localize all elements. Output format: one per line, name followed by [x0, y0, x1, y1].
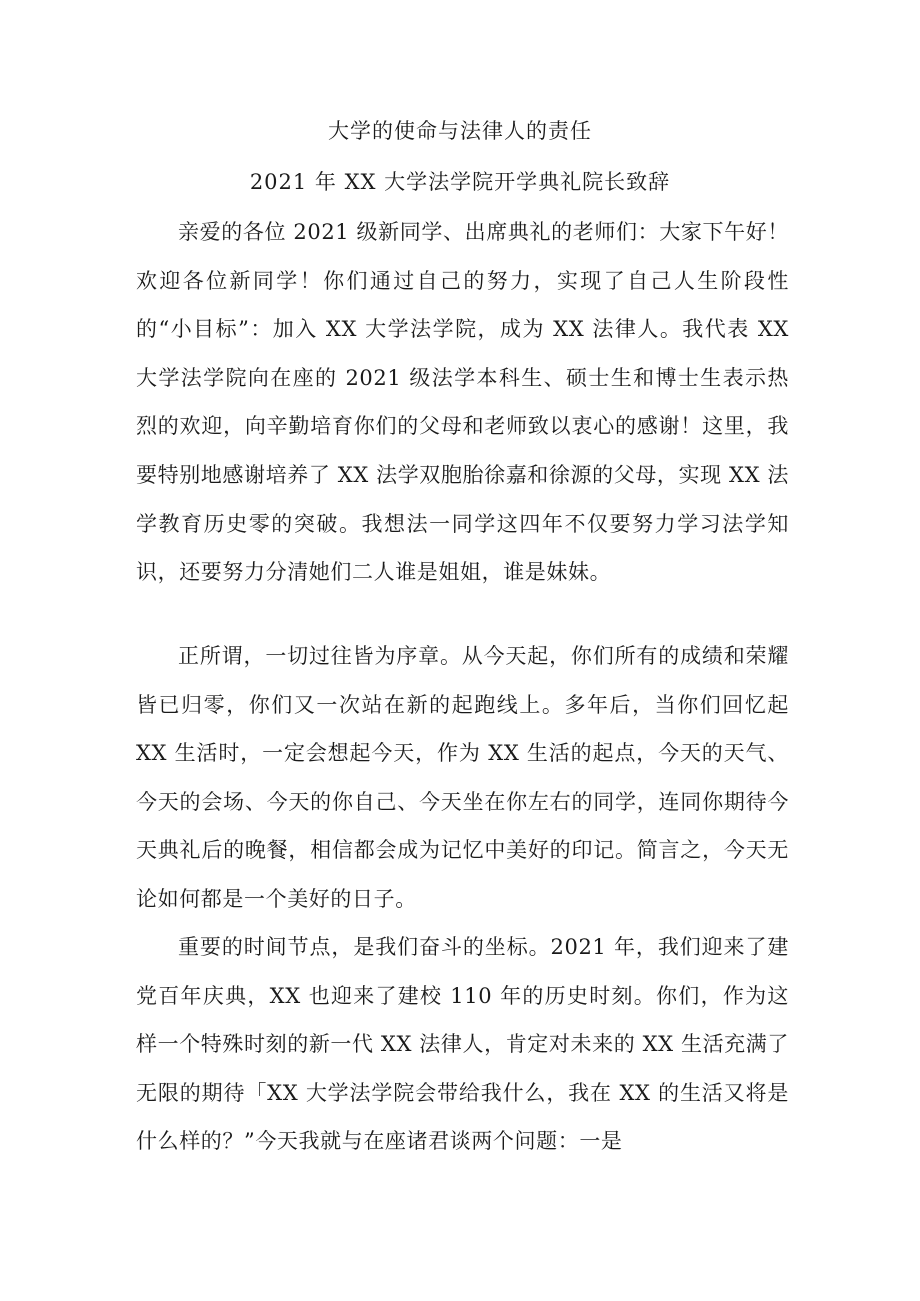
paragraph-new-start: 正所谓，一切过往皆为序章。从今天起，你们所有的成绩和荣耀皆已归零，你们又一次站在新的起跑线上。多年后，当你们回忆起 XX 生活时，一定会想起今天，作为 XX 生活的起点，今天的天气、今天的会场、今天的你自己、今天坐在你左右的同学，连同你期待今天典礼后的晚餐，相信都会成为记忆中美好的印记。简言之，今天无论如何都是一个美好的日子。	[136, 644, 789, 911]
document-title: 大学的使命与法律人的责任	[328, 119, 592, 143]
paragraph-milestone: 重要的时间节点，是我们奋斗的坐标。2021 年，我们迎来了建党百年庆典，XX 也迎来了建校 110 年的历史时刻。你们，作为这样一个特殊时刻的新一代 XX 法律人，肯定对未来的 XX 生活充满了无限的期待「XX 大学法学院会带给我什么，我在 XX 的生活又将是什么样的？”今天我就与在座诸君谈两个问题：一是	[136, 935, 789, 1154]
document-subtitle: 2021 年 XX 大学法学院开学典礼院长致辞	[249, 170, 671, 194]
paragraph-greeting: 亲爱的各位 2021 级新同学、出席典礼的老师们：大家下午好！欢迎各位新同学！你们通过自己的努力，实现了自己人生阶段性的“小目标”：加入 XX 大学法学院，成为 XX 法律人。我代表 XX 大学法学院向在座的 2021 级法学本科生、硕士生和博士生表示热烈的欢迎，向辛勤培育你们的父母和老师致以衷心的感谢！这里，我要特别地感谢培养了 XX 法学双胞胎徐嘉和徐源的父母，实现 XX 法学教育历史零的突破。我想法一同学这四年不仅要努力学习法学知识，还要努力分清她们二人谁是姐姐，谁是妹妹。	[136, 220, 789, 585]
